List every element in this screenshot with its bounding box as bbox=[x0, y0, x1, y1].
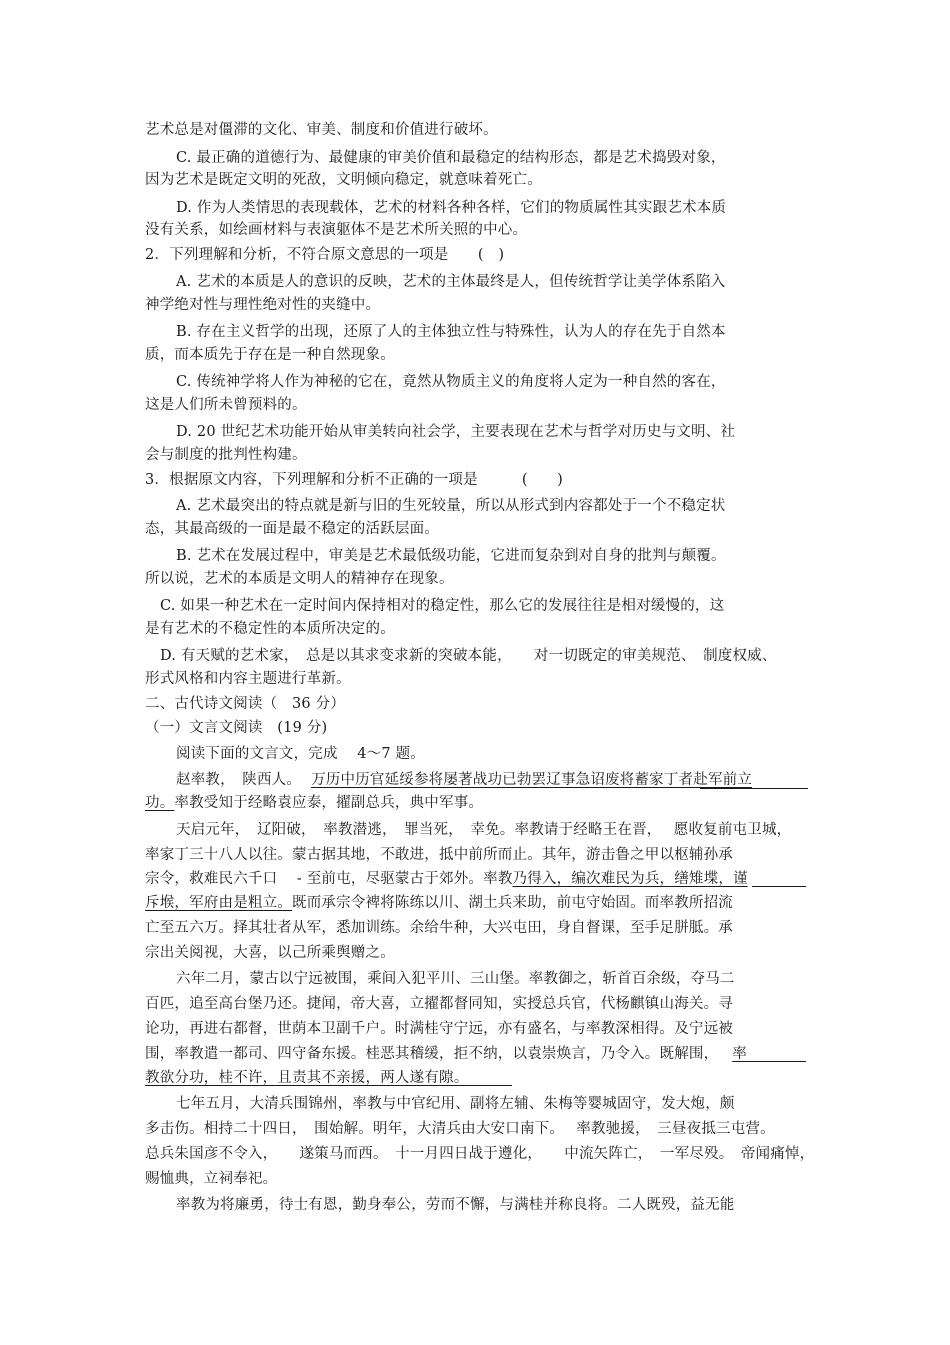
text-line: 因为艺术是既定文明的死敌，文明倾向稳定，就意味着死亡。 bbox=[145, 172, 542, 188]
passage-line: 宗出关阅视，大喜，以己所乘舆赠之。 bbox=[145, 945, 395, 961]
passage-line: 天启元年， 辽阳破， 率教潜逃， 罪当死， 幸免。率教请于经略王在晋， 愿收复前屯卫城， bbox=[176, 822, 792, 838]
option-c: C. 传统神学将人作为神秘的它在，竟然从物质主义的角度将人定为一种自然的客在， bbox=[176, 374, 726, 390]
passage-text: 围，率教遣一都司、四守备东援。桂恶其稽缓，拒不纳，以袁崇焕言，乃令入。既解围， bbox=[145, 1046, 719, 1062]
text-line: 是有艺术的不稳定性的本质所决定的。 bbox=[145, 621, 395, 637]
underlined-sentence: 率 bbox=[732, 1046, 747, 1062]
text-line: 没有关系，如绘画材料与表演躯体不是艺术所关照的中心。 bbox=[145, 222, 528, 238]
text-line: 态，其最高级的一面是最不稳定的活跃层面。 bbox=[145, 521, 439, 537]
passage-line bbox=[145, 1044, 747, 1064]
passage-line: 率教为将廉勇，待士有恩，勤身奉公，劳而不懈，与满桂并称良将。二人既殁，益无能 bbox=[176, 1197, 735, 1213]
passage-text: 宗令，救难民六千口 - 至前屯，尽驱蒙古于郊外。率教 bbox=[145, 871, 513, 887]
passage-line: 赐恤典，立祠奉祀。 bbox=[145, 1171, 278, 1187]
passage-line bbox=[145, 869, 748, 889]
text-line: 所以说，艺术的本质是文明人的精神存在现象。 bbox=[145, 571, 454, 587]
question-2: 2．下列理解和分析，不符合原文意思的一项是 ( ) bbox=[145, 247, 505, 263]
option-b: B. 艺术在发展过程中，审美是艺术最低级功能，它进而复杂到对自身的批判与颠覆。 bbox=[176, 548, 726, 564]
option-d: D. 作为人类情思的表现载体，艺术的材料各种各样，它们的物质属性其实跟艺术本质 bbox=[176, 200, 727, 216]
instruction-line: 阅读下面的文言文，完成 4～7 题。 bbox=[176, 746, 425, 762]
passage-line: 七年五月，大清兵围锦州，率教与中官纪用、副将左辅、朱梅等婴城固守，发大炮，颇 bbox=[176, 1096, 735, 1112]
passage-text: 赵率教， 陕西人。 bbox=[176, 772, 302, 788]
text-line: 质，而本质先于存在是一种自然现象。 bbox=[145, 347, 395, 363]
question-3: 3．根据原文内容，下列理解和分析不正确的一项是 ( ) bbox=[145, 472, 564, 488]
text-line: 会与制度的批判性构建。 bbox=[145, 447, 307, 463]
underlined-sentence-end: 功。 bbox=[145, 795, 175, 811]
passage-text: 率教受知于经略袁应泰，擢副总兵，典中军事。 bbox=[174, 795, 484, 811]
underlined-sentence-end: 斥堠，军府由是粗立。 bbox=[145, 895, 292, 911]
text-line: 神学绝对性与理性绝对性的夹缝中。 bbox=[145, 297, 381, 313]
option-c: C. 最正确的道德行为、最健康的审美价值和最稳定的结构形态，都是艺术捣毁对象， bbox=[176, 150, 726, 166]
underline-rule bbox=[752, 886, 806, 887]
text-line: 形式风格和内容主题进行革新。 bbox=[145, 671, 351, 687]
passage-line bbox=[176, 770, 752, 790]
passage-line bbox=[145, 1068, 468, 1088]
passage-line: 百匹，追至高台堡乃还。捷闻，帝大喜，立擢都督同知，实授总兵官，代杨麒镇山海关。寻 bbox=[145, 996, 733, 1012]
option-c: C. 如果一种艺术在一定时间内保持相对的稳定性，那么它的发展往往是相对缓慢的，这 bbox=[160, 598, 725, 614]
underlined-sentence: 万历中历官延绥参将屡著战功已勃罢辽事急诏废将蓄家丁者赴军前立 bbox=[311, 772, 753, 788]
text-line: 这是人们所未曾预料的。 bbox=[145, 397, 307, 413]
underline-rule bbox=[738, 1061, 806, 1062]
underlined-sentence: 乃得入，编次难民为兵，缮雉堞，谨 bbox=[512, 871, 748, 887]
passage-line: 六年二月，蒙古以宁远被围，乘间入犯平川、三山堡。率教御之，斩首百余级，夺马二 bbox=[176, 971, 735, 987]
text-line: 艺术总是对僵滞的文化、审美、制度和价值进行破坏。 bbox=[145, 122, 498, 138]
underline-rule bbox=[700, 788, 808, 789]
passage-text: 既而承宗令裨将陈练以川、湖土兵来助，前屯守始固。而率教所招流 bbox=[292, 895, 733, 911]
option-a: A. 艺术最突出的特点就是新与旧的生死较量，所以从形式到内容都处于一个不稳定状 bbox=[176, 498, 726, 514]
passage-line: 论功，再进右都督，世荫本卫副千户。时满桂守宁远，亦有盛名，与率教深相得。及宁远被 bbox=[145, 1021, 733, 1037]
option-a: A. 艺术的本质是人的意识的反映，艺术的主体最终是人，但传统哲学让美学体系陷入 bbox=[176, 274, 726, 290]
passage-line bbox=[145, 893, 733, 913]
passage-line: 多击伤。相持二十四日， 围始解。明年，大清兵由大安口南下。 率教驰援， 三昼夜抵三屯营。 bbox=[145, 1121, 775, 1137]
underlined-sentence-end: 教欲分功，桂不许，且责其不亲援，两人遂有隙。 bbox=[145, 1070, 469, 1086]
option-d: D. 有天赋的艺术家， 总是以其求变求新的突破本能， 对一切既定的审美规范、 制度权威、 bbox=[160, 648, 777, 664]
section-heading: 二、古代诗文阅读（ 36 分） bbox=[145, 696, 346, 712]
underline-rule bbox=[440, 1085, 512, 1086]
passage-line bbox=[145, 793, 483, 813]
passage-line: 总兵朱国彦不令入， 遂策马而西。 十一月四日战于遵化， 中流矢阵亡， 一军尽殁。 帝闻痛悼， bbox=[145, 1146, 815, 1162]
option-b: B. 存在主义哲学的出现，还原了人的主体独立性与特殊性，认为人的存在先于自然本 bbox=[176, 324, 726, 340]
passage-line: 亡至五六万。择其壮者从军，悉加训练。余给牛种，大兴屯田，身自督课，至手足胼胝。承 bbox=[145, 920, 733, 936]
passage-line: 率家丁三十八人以往。蒙古据其地，不敢进，抵中前所而止。其年，游击鲁之甲以枢辅孙承 bbox=[145, 847, 733, 863]
subsection-heading: （一）文言文阅读 (19 分) bbox=[145, 720, 328, 736]
option-d: D. 20 世纪艺术功能开始从审美转向社会学，主要表现在艺术与哲学对历史与文明、社 bbox=[176, 424, 736, 440]
